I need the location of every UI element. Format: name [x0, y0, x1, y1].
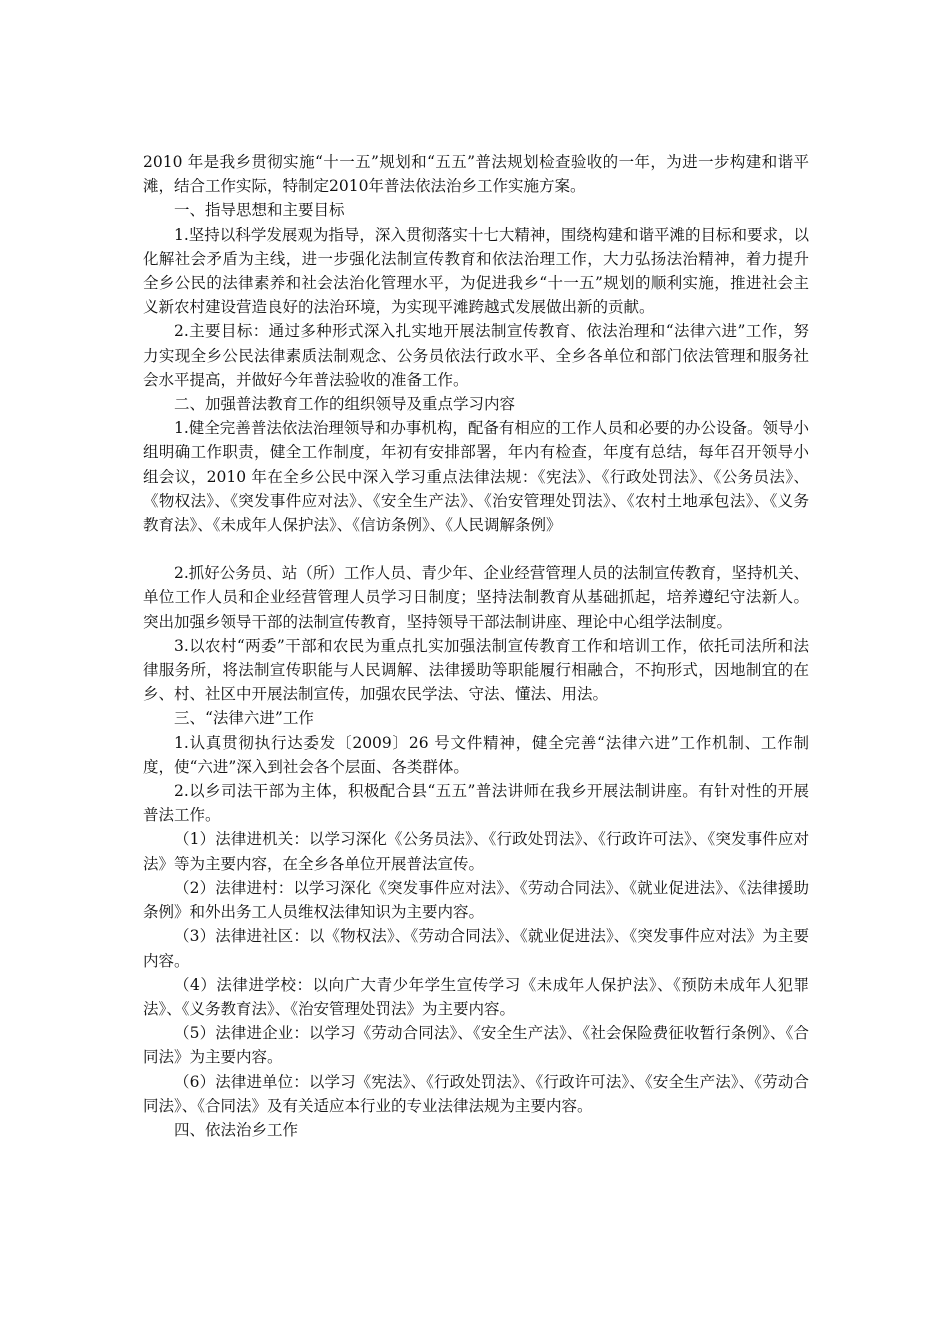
paragraph-2-1: 1.健全完善普法依法治理领导和办事机构，配备有相应的工作人员和必要的办公设备。领导小组明确工作职责，健全工作制度，年初有安排部署，年内有检查，年度有总结，每年召开领导小组会议，2010 年在全乡公民中深入学习重点法律法规：《宪法》、《行政处罚法》、《公务员法》、《物权法》、《突发事件应对法》、《安全生产法》、《治安管理处罚法》、《农村土地承包法》、《义务教育法》、《未成年人保护法》、《信访条例》、《人民调解条例》	[143, 419, 809, 535]
paragraph-3-2-1: （1）法律进机关：以学习深化《公务员法》、《行政处罚法》、《行政许可法》、《突发事件应对法》等为主要内容，在全乡各单位开展普法宣传。	[143, 830, 809, 873]
paragraph-3-2-4: （4）法律进学校：以向广大青少年学生宣传学习《未成年人保护法》、《预防未成年人犯罪法》、《义务教育法》、《治安管理处罚法》为主要内容。	[143, 975, 809, 1018]
section-heading-2: 二、加强普法教育工作的组织领导及重点学习内容	[174, 395, 516, 414]
document-body	[143, 150, 809, 1142]
section-heading-1: 一、指导思想和主要目标	[174, 201, 345, 220]
paragraph-3-2-5: （5）法律进企业：以学习《劳动合同法》、《安全生产法》、《社会保险费征收暂行条例》、《合同法》为主要内容。	[143, 1024, 809, 1067]
paragraph-3-2: 2.以乡司法干部为主体，积极配合县“五五”普法讲师在我乡开展法制讲座。有针对性的开展普法工作。	[143, 782, 809, 825]
paragraph-3-1: 1.认真贯彻执行达委发〔2009〕26 号文件精神，健全完善“法律六进”工作机制、工作制度，使“六进”深入到社会各个层面、各类群体。	[143, 733, 809, 776]
paragraph-3-2-6: （6）法律进单位：以学习《宪法》、《行政处罚法》、《行政许可法》、《安全生产法》、《劳动合同法》、《合同法》及有关适应本行业的专业法律法规为主要内容。	[143, 1072, 809, 1115]
paragraph-2-3: 3.以农村“两委”干部和农民为重点扎实加强法制宣传教育工作和培训工作，依托司法所和法律服务所，将法制宣传职能与人民调解、法律援助等职能履行相融合，不拘形式，因地制宜的在乡、村、社区中开展法制宣传，加强农民学法、守法、懂法、用法。	[143, 636, 809, 704]
intro-paragraph: 2010 年是我乡贯彻实施“十一五”规划和“五五”普法规划检查验收的一年，为进一步构建和谐平滩，结合工作实际，特制定2010年普法依法治乡工作实施方案。	[143, 153, 809, 196]
paragraph-3-2-3: （3）法律进社区：以《物权法》、《劳动合同法》、《就业促进法》、《突发事件应对法》为主要内容。	[143, 927, 809, 970]
section-heading-3: 三、“法律六进”工作	[174, 709, 314, 728]
blank-line	[143, 537, 809, 561]
paragraph-2-2: 2.抓好公务员、站（所）工作人员、青少年、企业经营管理人员的法制宣传教育，坚持机关、单位工作人员和企业经营管理人员学习日制度；坚持法制教育从基础抓起，培养遵纪守法新人。突出加强乡领导干部的法制宣传教育，坚持领导干部法制讲座、理论中心组学法制度。	[143, 564, 809, 631]
paragraph-1-1: 1.坚持以科学发展观为指导，深入贯彻落实十七大精神，围绕构建和谐平滩的目标和要求，以化解社会矛盾为主线，进一步强化法制宣传教育和依法治理工作，大力弘扬法治精神，着力提升全乡公民的法律素养和社会法治化管理水平，为促进我乡“十一五”规划的顺利实施，推进社会主义新农村建设营造良好的法治环境，为实现平滩跨越式发展做出新的贡献。	[143, 225, 809, 317]
paragraph-1-2: 2.主要目标：通过多种形式深入扎实地开展法制宣传教育、依法治理和“法律六进”工作，努力实现全乡公民法律素质法制观念、公务员依法行政水平、全乡各单位和部门依法管理和服务社会水平提高，并做好今年普法验收的准备工作。	[143, 322, 809, 389]
paragraph-3-2-2: （2）法律进村：以学习深化《突发事件应对法》、《劳动合同法》、《就业促进法》、《法律援助条例》和外出务工人员维权法律知识为主要内容。	[143, 878, 809, 922]
section-heading-4: 四、依法治乡工作	[174, 1120, 299, 1139]
